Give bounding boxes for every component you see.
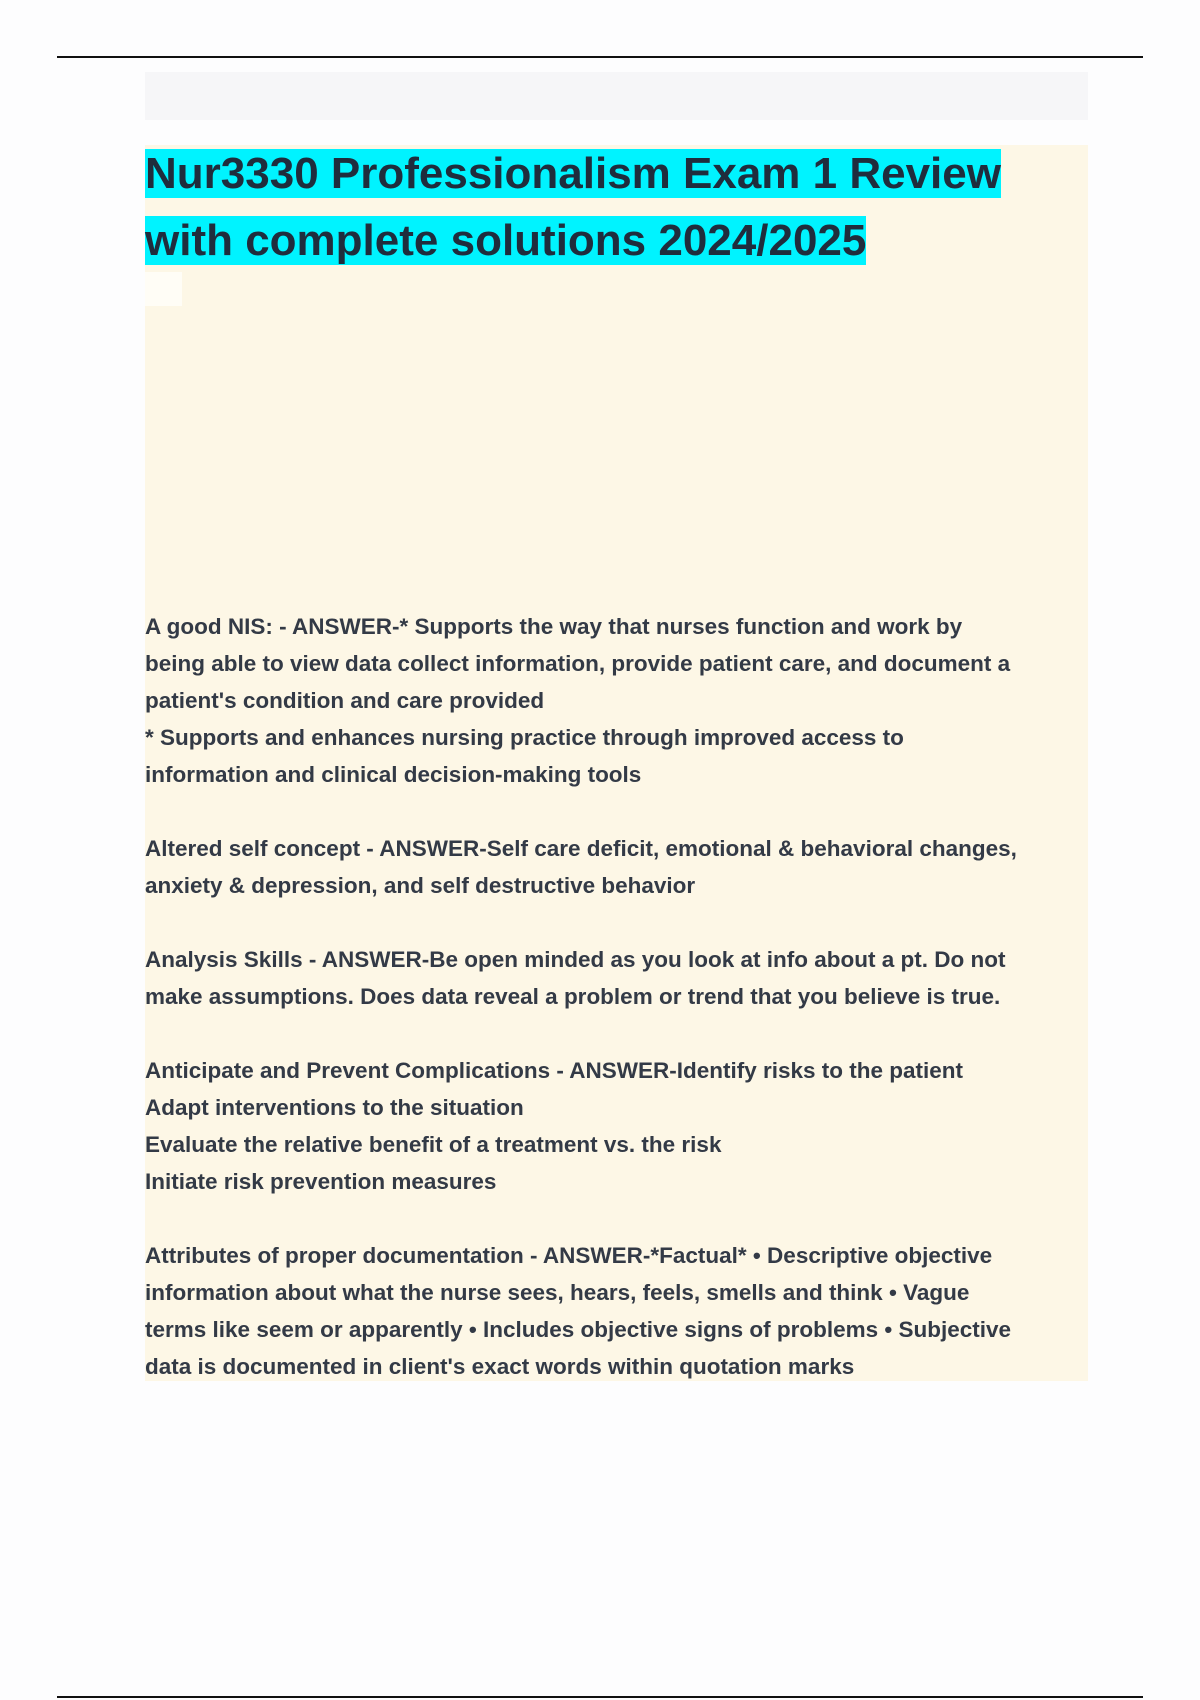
header-band [145, 72, 1088, 120]
bottom-rule [57, 1696, 1143, 1698]
qa-entry-good-nis [145, 608, 1085, 793]
entry-line: anxiety & depression, and self destructive behavior [145, 873, 696, 898]
entry-line: terms like seem or apparently • Includes objective signs of problems • Subjective [145, 1317, 1012, 1342]
entry-line: data is documented in client's exact words within quotation marks [145, 1354, 855, 1379]
qa-entry-anticipate-prevent [145, 1052, 1085, 1200]
qa-entry-altered-self-concept [145, 830, 1085, 904]
entry-line: Adapt interventions to the situation [145, 1095, 524, 1120]
entry-line: make assumptions. Does data reveal a problem or trend that you believe is true. [145, 984, 1001, 1009]
entry-line: Attributes of proper documentation - ANSWER-*Factual* • Descriptive objective [145, 1243, 993, 1268]
top-rule [57, 56, 1143, 58]
document-title [145, 140, 1075, 274]
entry-line: information about what the nurse sees, hears, feels, smells and think • Vague [145, 1280, 970, 1305]
title-line-1: Nur3330 Professionalism Exam 1 Review [145, 149, 1001, 198]
qa-entry-analysis-skills [145, 941, 1085, 1015]
entry-line: Anticipate and Prevent Complications - ANSWER-Identify risks to the patient [145, 1058, 964, 1083]
entry-line: information and clinical decision-making tools [145, 762, 642, 787]
entry-line: Altered self concept - ANSWER-Self care deficit, emotional & behavioral changes, [145, 836, 1017, 861]
entry-line: Analysis Skills - ANSWER-Be open minded as you look at info about a pt. Do not [145, 947, 1006, 972]
blank-chip [145, 272, 182, 306]
entry-line: being able to view data collect information, provide patient care, and document a [145, 651, 1011, 676]
title-line-2: with complete solutions 2024/2025 [145, 216, 867, 265]
entry-line: Initiate risk prevention measures [145, 1169, 497, 1194]
entry-line: * Supports and enhances nursing practice through improved access to [145, 725, 904, 750]
qa-entry-proper-documentation [145, 1237, 1085, 1385]
entry-line: A good NIS: - ANSWER-* Supports the way that nurses function and work by [145, 614, 963, 639]
entry-line: Evaluate the relative benefit of a treatment vs. the risk [145, 1132, 722, 1157]
qa-list [145, 608, 1085, 1422]
entry-line: patient's condition and care provided [145, 688, 545, 713]
